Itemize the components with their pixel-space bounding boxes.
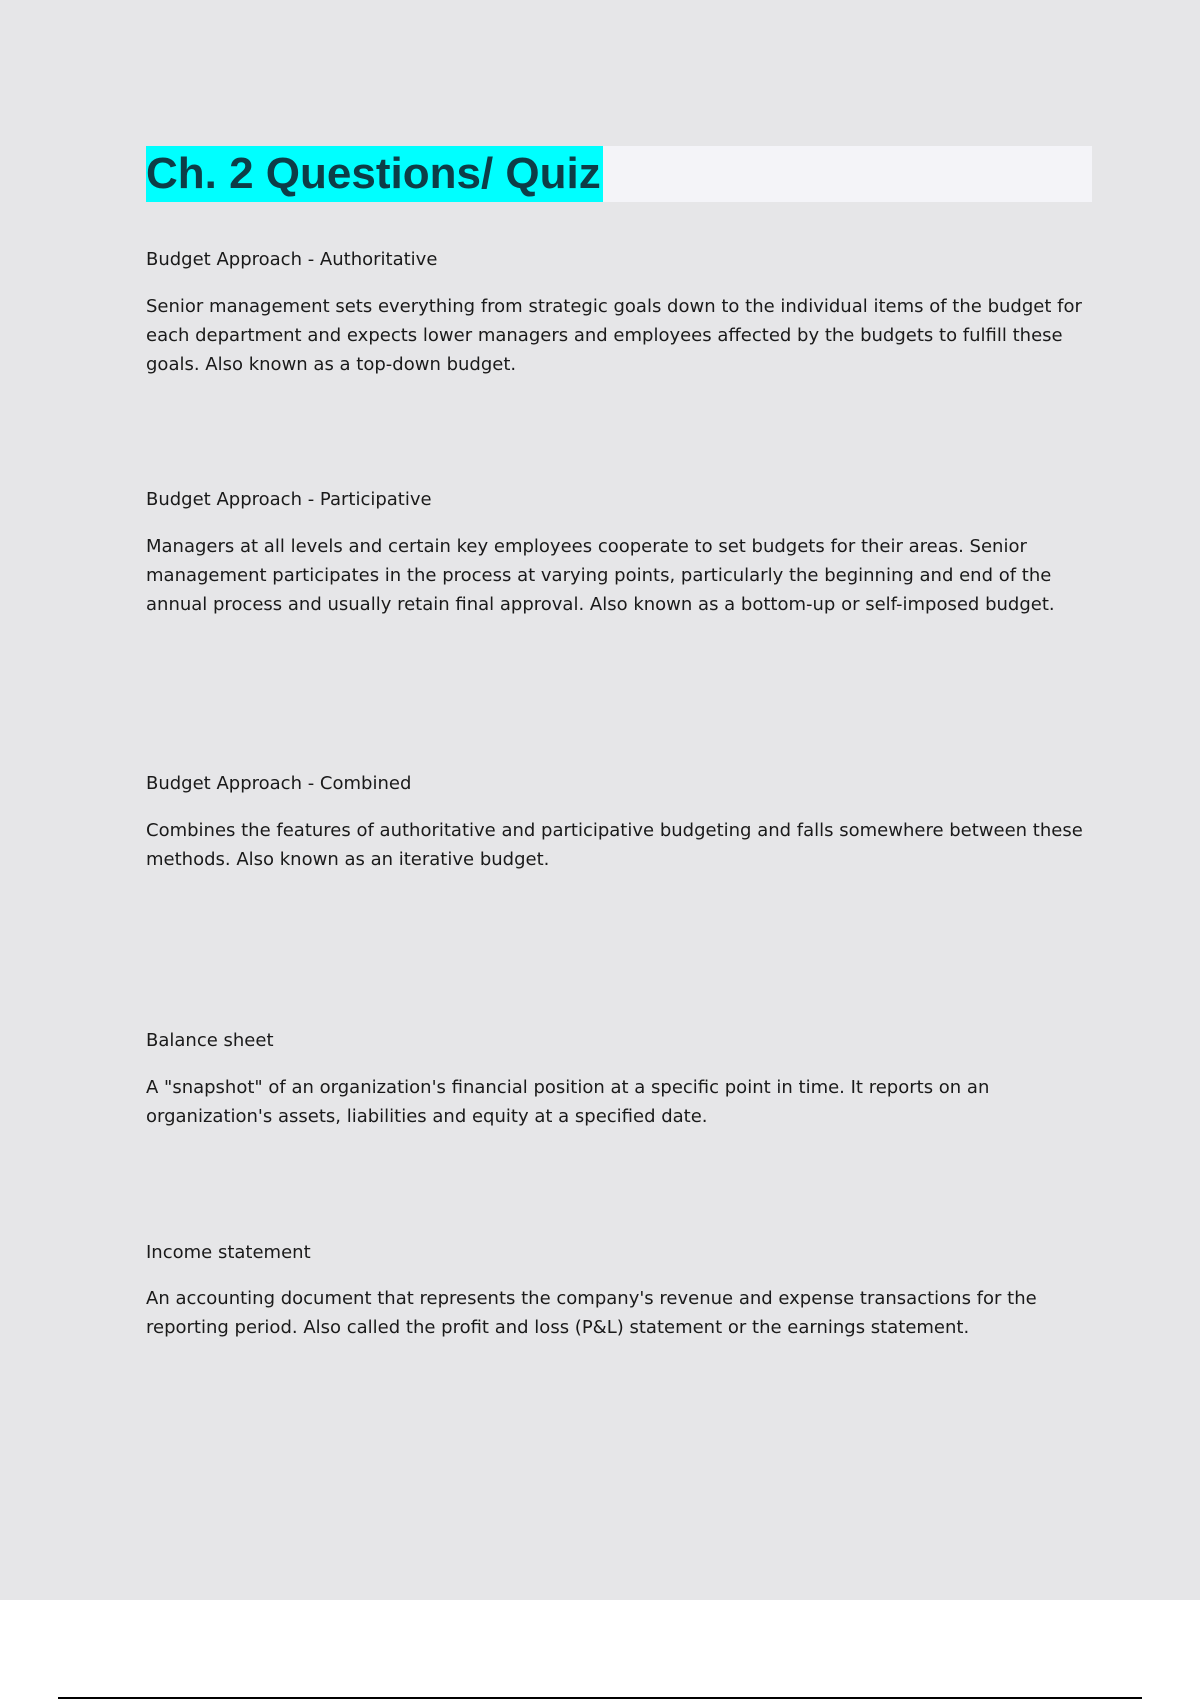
flashcard-term: Balance sheet: [146, 1030, 274, 1051]
flashcard-term: Budget Approach - Combined: [146, 773, 412, 794]
page-title: Ch. 2 Questions/ Quiz: [146, 146, 603, 202]
flashcard-term: Budget Approach - Authoritative: [146, 249, 438, 270]
flashcard-term: Budget Approach - Participative: [146, 489, 432, 510]
flashcard-definition: An accounting document that represents the company's revenue and expense transactions for the reporting period. Also called the profit and loss (P&L) statement or the earnings statement.: [146, 1288, 1037, 1338]
footer-divider: [58, 1697, 1142, 1699]
flashcard-term: Income statement: [146, 1242, 311, 1263]
flashcard-definition: Combines the features of authoritative and participative budgeting and falls somewhere between these methods. Also known as an iterative budget.: [146, 820, 1083, 870]
flashcard-definition: Managers at all levels and certain key employees cooperate to set budgets for their areas. Senior management participates in the process at varying points, particularly the beginning and end of the annual process and usually retain final approval. Also known as a bottom-up or self-imposed budget.: [146, 536, 1055, 615]
flashcard-definition: A "snapshot" of an organization's financial position at a specific point in time. It reports on an organization's assets, liabilities and equity at a specified date.: [146, 1077, 990, 1127]
flashcard-definition: Senior management sets everything from strategic goals down to the individual items of the budget for each department and expects lower managers and employees affected by the budgets to fulfill these goals. Also known as a top-down budget.: [146, 296, 1082, 375]
